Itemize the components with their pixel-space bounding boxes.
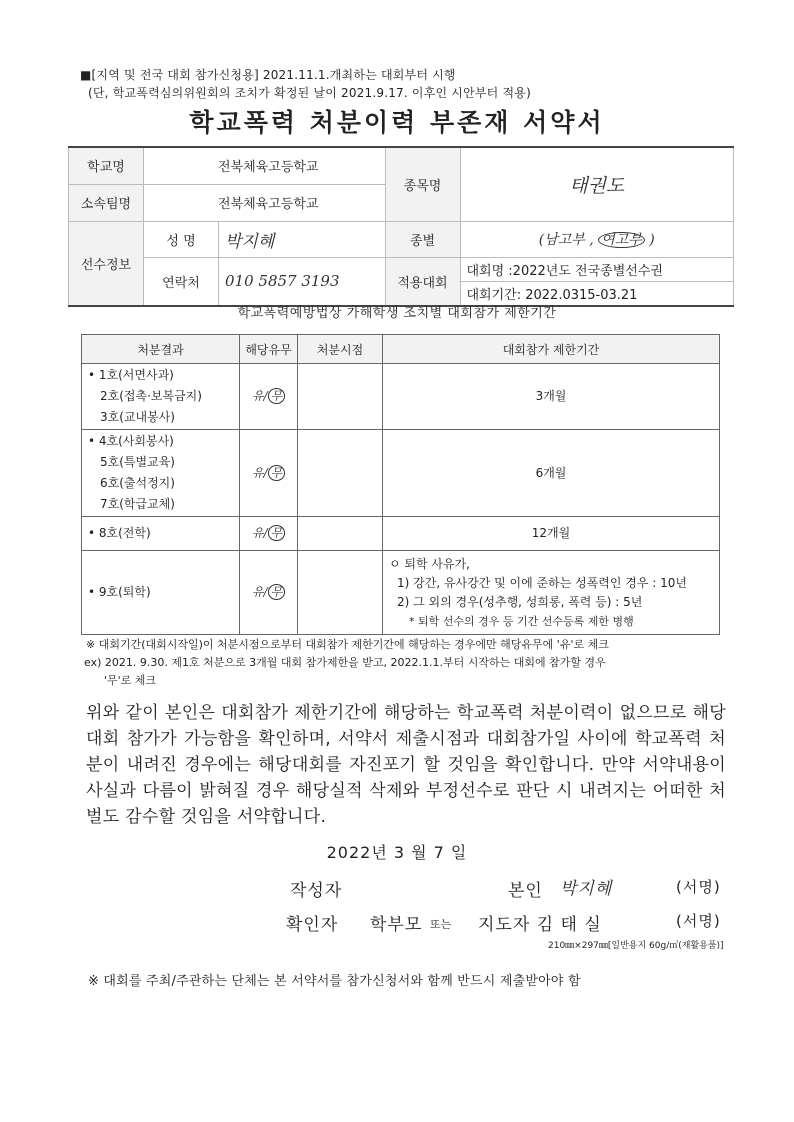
player-label: 선수정보 [69, 221, 144, 306]
yn-cell [240, 551, 298, 635]
time-cell [298, 551, 383, 635]
list-item: • 9호(퇴학) [88, 585, 151, 599]
yn-selected: 무 [268, 388, 286, 404]
list-item: 3호(교내봉사) [100, 410, 175, 424]
list-item: • 4호(사회봉사) [88, 434, 174, 448]
list-item: 7호(학급교체) [100, 497, 175, 511]
event-value: 태권도 [460, 147, 734, 221]
guardian-seal: (서명) [676, 912, 721, 930]
school-value: 전북체육고등학교 [144, 147, 386, 184]
confirmer-label: 확인자 [286, 915, 339, 935]
event-label: 종목명 [385, 147, 460, 221]
gender-value [460, 221, 734, 257]
page-title: 학교폭력 처분이력 부존재 서약서 [189, 108, 605, 137]
contact-value: 010 5857 3193 [219, 257, 386, 306]
yn-prefix: 유/ [251, 389, 268, 403]
yn-selected: 무 [268, 525, 286, 541]
list-item: 6호(출석정지) [100, 476, 175, 490]
list-item: 2호(접촉·보복금지) [100, 389, 202, 403]
contact-label: 연락처 [144, 257, 219, 306]
time-cell [298, 517, 383, 551]
self-name: 박지혜 [560, 879, 613, 899]
period-line: * 퇴학 선수의 경우 등 기간 선수등록 제한 병행 [409, 614, 634, 628]
result-cell [82, 430, 240, 517]
table-row [82, 364, 720, 430]
yn-prefix: 유/ [251, 465, 268, 480]
bottom-note: ※ 대회를 주최/주관하는 단체는 본 서약서를 참가신청서와 함께 반드시 제출받아야 함 [88, 974, 581, 989]
yn-prefix: 유/ [251, 526, 268, 540]
school-label: 학교명 [69, 147, 144, 184]
gender-prefix: (남고부 , [538, 232, 594, 248]
header-note-2: (단, 학교폭력심의위원회의 조치가 확정된 날이 2021.9.17. 이후인 시안부터 적용) [88, 86, 531, 100]
period-cell [383, 551, 720, 635]
footnote-1: ※ 대회기간(대회시작일)이 처분시점으로부터 대회참가 제한기간에 해당하는 경우에만 해당유무에 '유'로 체크 [86, 638, 609, 651]
table-row [82, 551, 720, 635]
footnote-2: ex) 2021. 9.30. 제1호 처분으로 3개월 대회 참가제한을 받고, 2022.1.1.부터 시작하는 대회에 참가할 경우 [84, 656, 606, 669]
table-row [82, 517, 720, 551]
table-subtitle: 학교폭력예방법상 가해학생 조치별 대회참가 제한기간 [237, 306, 557, 321]
name-value: 박지혜 [219, 221, 386, 257]
self-label: 본인 [508, 881, 543, 901]
col-header-period: 대회참가 제한기간 [383, 335, 720, 364]
competition-cell [460, 257, 734, 306]
yn-cell [240, 517, 298, 551]
pledge-body: 위와 같이 본인은 대회참가 제한기간에 해당하는 학교폭력 처분이력이 없으므로 해당 대회 참가가 가능함을 확인하며, 서약서 제출시점과 대회참가일 사이에 학교폭력 처분이 내려진 경우에는 해당대회를 자진포기 할 것임을 확인합니다. 만약 서약내용이 사실과 다름이 밝혀질 경우 해당실적 삭제와 부정선수로 판단 시 내려지는 어떠한 처벌도 감수할 것임을 서약합니다. [86, 703, 726, 827]
result-cell [82, 517, 240, 551]
period-cell: 3개월 [383, 364, 720, 430]
guardian-label: 지도자 김 태 실 [478, 915, 602, 935]
col-header-yn: 해당유무 [240, 335, 298, 364]
period-cell: 6개월 [383, 430, 720, 517]
writer-label: 작성자 [290, 881, 343, 901]
period-line: 1) 강간, 유사강간 및 이에 준하는 성폭력인 경우 : 10년 [397, 575, 688, 590]
yn-prefix: 유/ [251, 585, 268, 599]
table-row [82, 430, 720, 517]
team-value: 전북체육고등학교 [144, 184, 386, 221]
paper-spec: 210㎜×297㎜[일반용지 60g/㎡(재활용품)] [548, 941, 724, 951]
period-line: 2) 그 외의 경우(성추행, 성희롱, 폭력 등) : 5년 [397, 594, 643, 609]
list-item: 5호(특별교육) [100, 455, 175, 469]
competition-period: 대회기간: 2022.0315-03.21 [466, 287, 638, 303]
self-seal: (서명) [676, 878, 721, 896]
or-label: 또는 [430, 918, 452, 931]
col-header-time: 처분시점 [298, 335, 383, 364]
name-label: 성 명 [144, 221, 219, 257]
gender-label: 종별 [385, 221, 460, 257]
period-line: ㅇ 퇴학 사유가, [389, 556, 470, 571]
gender-selected: 여고부 [598, 232, 645, 248]
yn-selected: 무 [268, 465, 286, 481]
time-cell [298, 430, 383, 517]
gender-suffix: ) [649, 232, 655, 248]
yn-cell [240, 364, 298, 430]
period-cell: 12개월 [383, 517, 720, 551]
info-table [68, 146, 734, 307]
result-cell [82, 364, 240, 430]
yn-cell [240, 430, 298, 517]
apply-label: 적용대회 [385, 257, 460, 306]
parent-label: 학부모 [370, 915, 423, 935]
team-label: 소속팀명 [69, 184, 144, 221]
yn-selected: 무 [268, 584, 286, 600]
restriction-table [81, 334, 720, 635]
col-header-result: 처분결과 [82, 335, 240, 364]
competition-name: 대회명 :2022년도 전국종별선수권 [461, 258, 734, 282]
time-cell [298, 364, 383, 430]
result-cell [82, 551, 240, 635]
list-item: • 1호(서면사과) [88, 368, 174, 382]
list-item: • 8호(전학) [88, 526, 151, 540]
footnote-3: '무'로 체크 [104, 674, 157, 687]
pledge-date: 2022년 3 월 7 일 [326, 843, 468, 862]
header-note-1: ■[지역 및 전국 대회 참가신청용] 2021.11.1.개최하는 대회부터 시행 [80, 68, 456, 82]
